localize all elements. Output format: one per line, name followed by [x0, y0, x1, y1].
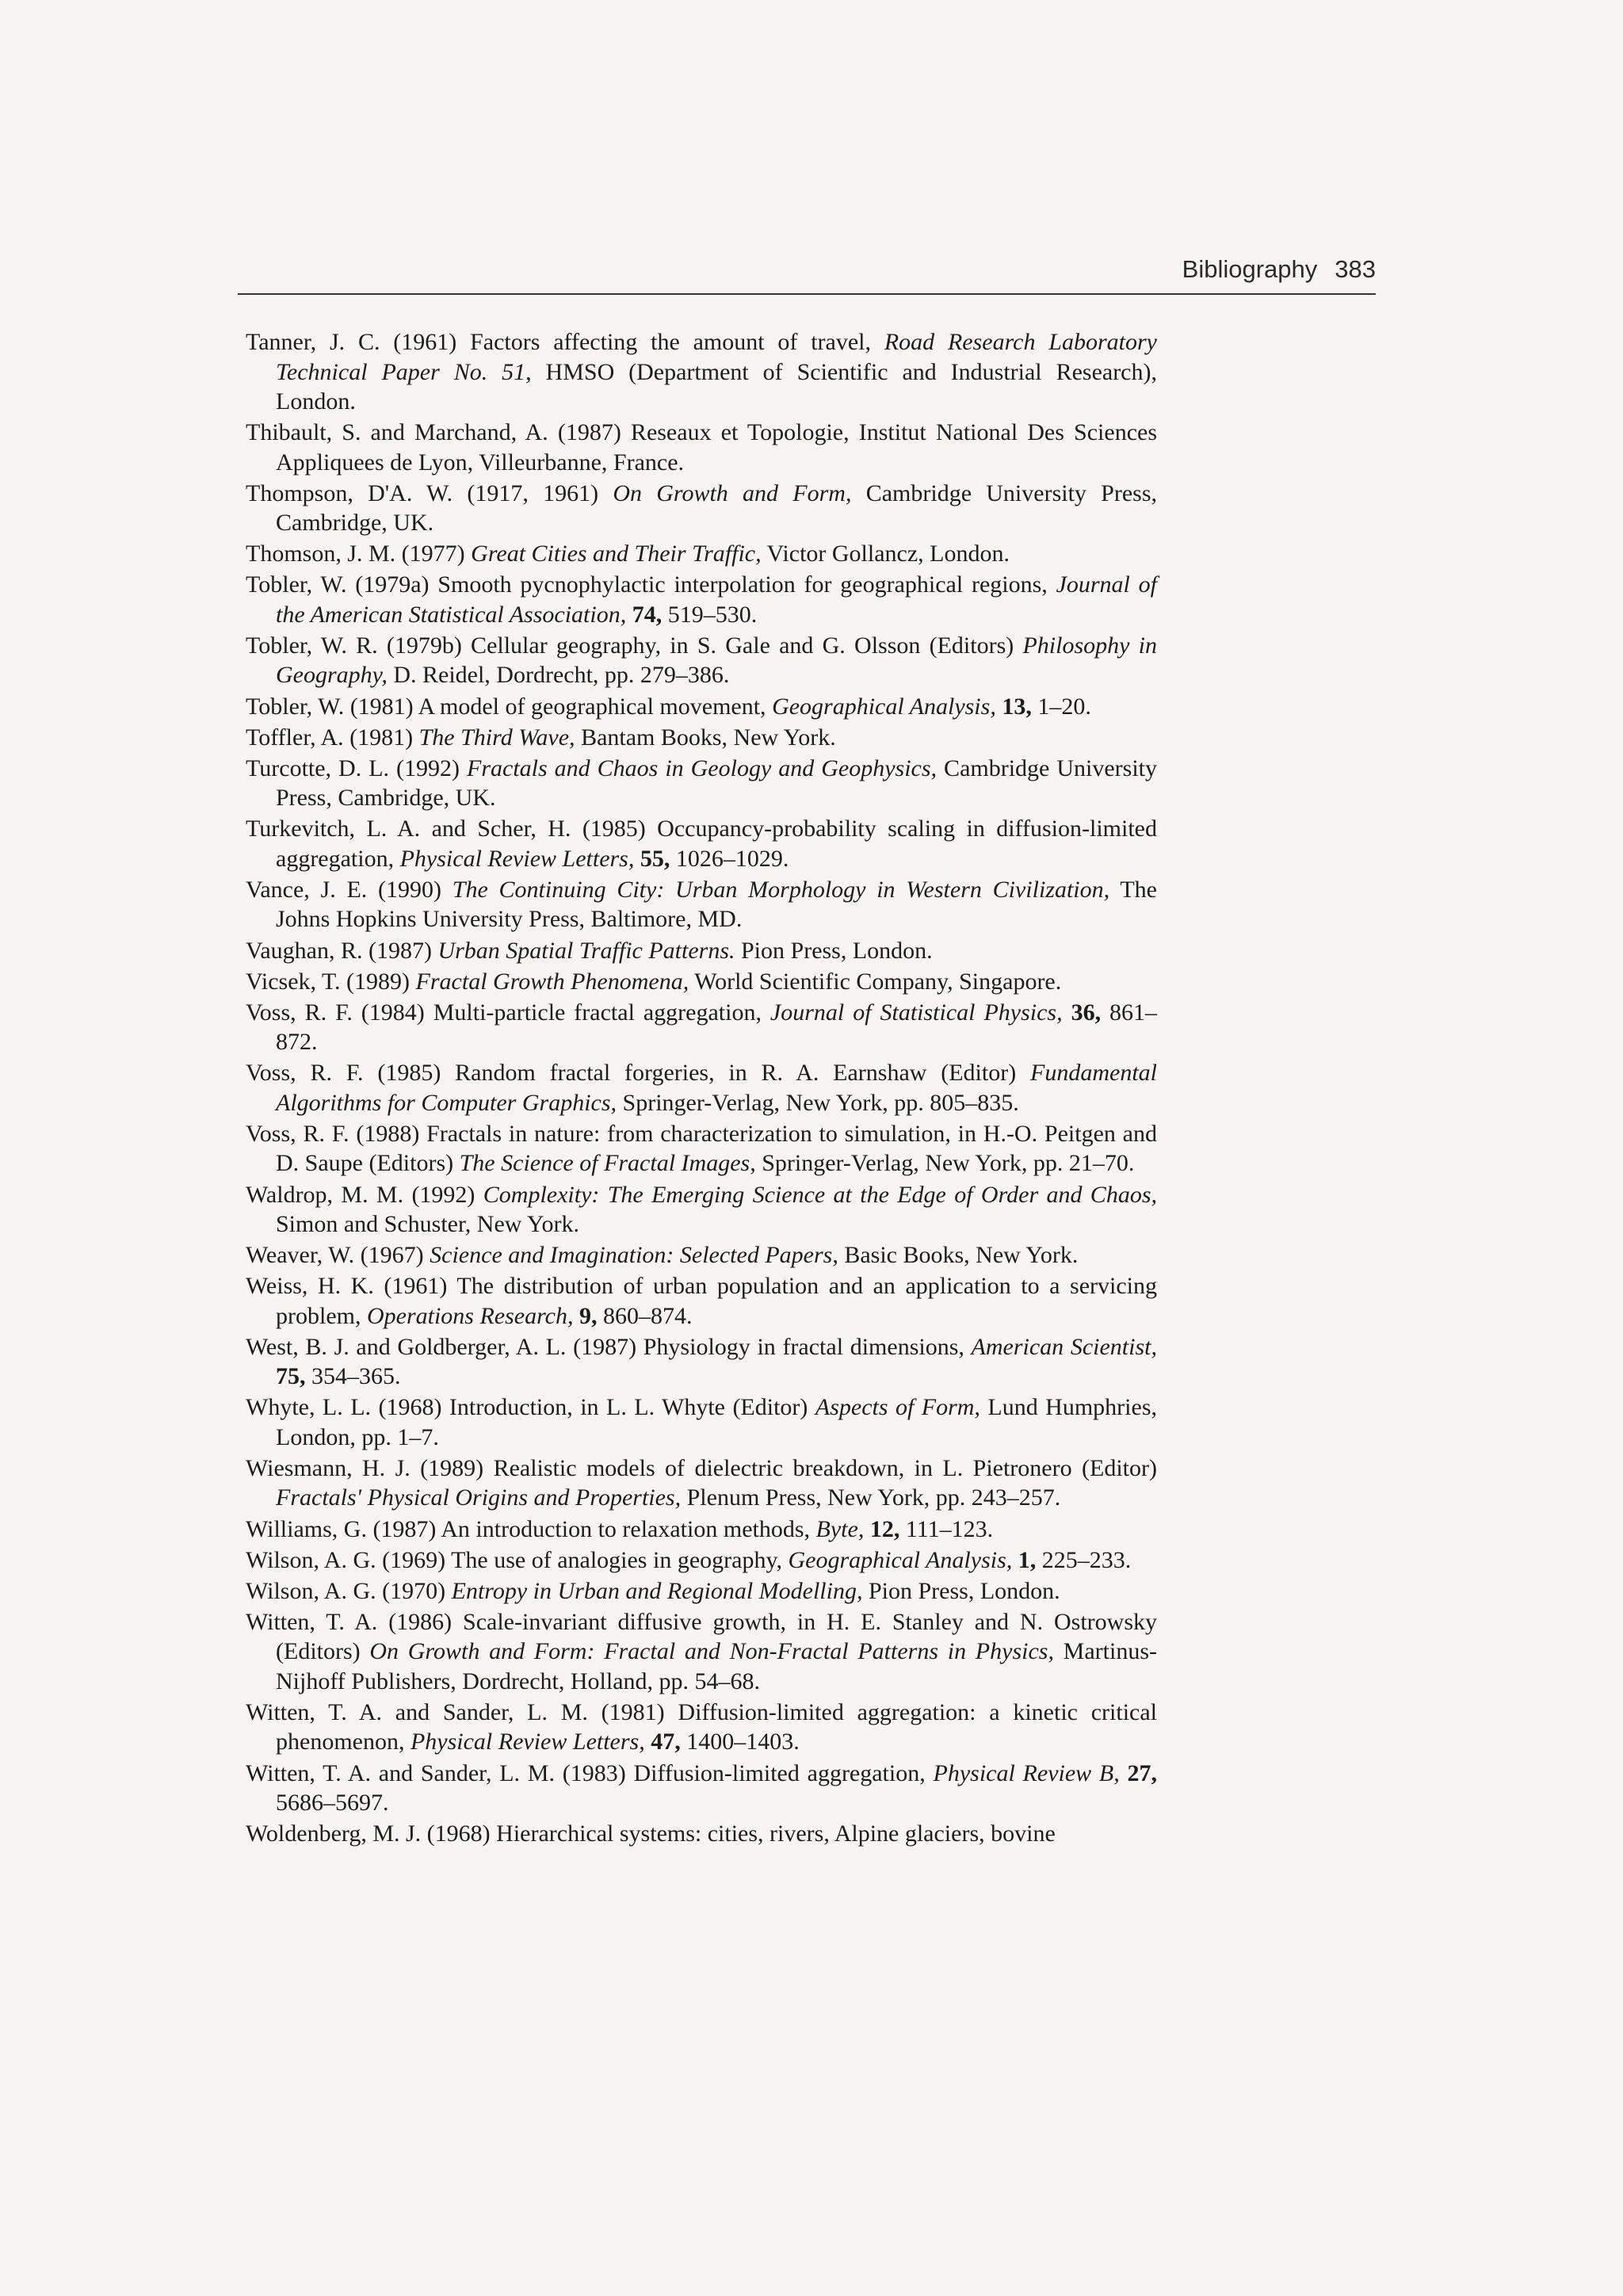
reference-text: Pion Press, London. — [735, 937, 933, 964]
reference-text: 1400–1403. — [680, 1729, 800, 1755]
reference-entry — [246, 1119, 1157, 1179]
reference-text: Toffler, A. (1981) — [246, 724, 419, 751]
reference-text: Pion Press, London. — [862, 1577, 1060, 1604]
reference-volume: 13, — [1002, 693, 1032, 720]
reference-title: Journal of the American Statistical Association, — [276, 571, 1157, 628]
reference-text: 860–874. — [597, 1302, 693, 1329]
reference-title: Physical Review B, — [933, 1759, 1120, 1786]
reference-entry — [246, 936, 1157, 966]
reference-text: D. Reidel, Dordrecht, pp. 279–386. — [387, 662, 730, 689]
reference-text: Wiesmann, H. J. (1989) Realistic models of dielectric breakdown, in L. Pietronero (Editor) — [246, 1454, 1157, 1481]
reference-text: Tobler, W. R. (1979b) Cellular geography, in S. Gale and G. Olsson (Editors) — [246, 632, 1023, 659]
reference-text: 1026–1029. — [670, 845, 789, 872]
reference-text: Cambridge University Press, Cambridge, UK. — [276, 755, 1157, 812]
reference-volume: 74, — [632, 601, 663, 628]
running-head — [238, 255, 1376, 284]
reference-entry — [246, 1454, 1157, 1513]
reference-title: Fractals and Chaos in Geology and Geophysics, — [467, 755, 938, 781]
reference-title: Great Cities and Their Traffic, — [471, 541, 762, 567]
reference-entry — [246, 723, 1157, 753]
reference-entry — [246, 1819, 1157, 1849]
reference-volume: 12, — [869, 1515, 900, 1542]
reference-title: Urban Spatial Traffic Patterns. — [437, 937, 735, 964]
reference-entry — [246, 1240, 1157, 1270]
reference-title: On Growth and Form, — [613, 479, 852, 506]
reference-text — [634, 846, 640, 872]
reference-text: 5686–5697. — [276, 1790, 389, 1817]
reference-title: Physical Review Letters, — [410, 1729, 645, 1755]
reference-title: Philosophy in Geography, — [276, 632, 1157, 689]
reference-title: Entropy in Urban and Regional Modelling, — [451, 1577, 863, 1604]
reference-entry — [246, 875, 1157, 934]
reference-volume: 9, — [579, 1302, 598, 1329]
reference-text: HMSO (Department of Scientific and Industrial Research), London. — [276, 358, 1157, 415]
reference-entry — [246, 1759, 1157, 1818]
reference-text: Lund Humphries, London, pp. 1–7. — [276, 1394, 1157, 1450]
reference-entry — [246, 967, 1157, 997]
reference-text: Springer-Verlag, New York, pp. 805–835. — [617, 1089, 1019, 1116]
reference-entry — [246, 1332, 1157, 1392]
reference-volume: 1, — [1018, 1546, 1037, 1573]
reference-text: Williams, G. (1987) An introduction to relaxation methods, — [246, 1515, 816, 1542]
reference-list — [246, 327, 1157, 1850]
reference-text: 1–20. — [1031, 693, 1091, 720]
reference-title: Geographical Analysis, — [788, 1546, 1013, 1573]
reference-volume: 75, — [276, 1363, 306, 1390]
reference-text: Cambridge University Press, Cambridge, UK. — [276, 479, 1158, 537]
reference-entry — [246, 1058, 1157, 1117]
reference-text: Vaughan, R. (1987) — [246, 937, 438, 964]
reference-text — [626, 602, 632, 628]
reference-text — [574, 1303, 580, 1329]
reference-volume: 36, — [1071, 999, 1102, 1026]
reference-text: Wilson, A. G. (1969) The use of analogies in geography, — [246, 1546, 789, 1573]
reference-title: Geographical Analysis, — [772, 693, 996, 720]
reference-text: Tanner, J. C. (1961) Factors affecting the amount of travel, — [246, 329, 884, 355]
reference-text: Thibault, S. and Marchand, A. (1987) Reseaux et Topologie, Institut National Des Sciences Appliquees de Lyon, Villeurbanne, France. — [246, 419, 1157, 476]
reference-text: Thomson, J. M. (1977) — [246, 541, 472, 567]
reference-text: West, B. J. and Goldberger, A. L. (1987) Physiology in fractal dimensions, — [246, 1333, 972, 1360]
reference-text: Thompson, D'A. W. (1917, 1961) — [246, 479, 613, 506]
reference-entry — [246, 539, 1157, 569]
reference-text — [1063, 999, 1071, 1026]
reference-text: Woldenberg, M. J. (1968) Hierarchical systems: cities, rivers, Alpine glaciers, bovine — [246, 1820, 1056, 1847]
reference-text: Whyte, L. L. (1968) Introduction, in L. L. Whyte (Editor) — [246, 1394, 815, 1421]
reference-title: The Continuing City: Urban Morphology in Western Civilization, — [452, 876, 1110, 903]
reference-title: On Growth and Form: Fractal and Non-Fractal Patterns in Physics, — [369, 1638, 1054, 1665]
reference-text: Tobler, W. (1979a) Smooth pycnophylactic interpolation for geographical regions, — [246, 571, 1056, 598]
reference-text: Springer-Verlag, New York, pp. 21–70. — [755, 1150, 1135, 1177]
reference-title: Science and Imagination: Selected Papers, — [430, 1242, 838, 1269]
reference-title: The Science of Fractal Images, — [459, 1150, 756, 1177]
reference-text — [864, 1516, 870, 1542]
reference-entry — [246, 1698, 1157, 1757]
reference-text: The Johns Hopkins University Press, Baltimore, MD. — [276, 876, 1157, 933]
reference-title: Operations Research, — [366, 1302, 574, 1329]
reference-text: Voss, R. F. (1985) Random fractal forgeries, in R. A. Earnshaw (Editor) — [246, 1060, 1031, 1087]
reference-title: The Third Wave, — [418, 724, 575, 751]
reference-title: Journal of Statistical Physics, — [769, 999, 1063, 1026]
reference-text: Victor Gollancz, London. — [761, 541, 1010, 567]
reference-entry — [246, 998, 1157, 1057]
reference-entry — [246, 1271, 1157, 1331]
reference-text: Bantam Books, New York. — [575, 724, 836, 751]
reference-entry — [246, 692, 1157, 722]
reference-entry — [246, 631, 1157, 690]
reference-title: Aspects of Form, — [815, 1394, 980, 1421]
reference-text: Voss, R. F. (1988) Fractals in nature: from characterization to simulation, in H.-O. Peitgen and D. Saupe (Editors) — [246, 1120, 1157, 1177]
page-number: 383 — [1335, 255, 1376, 283]
reference-text: World Scientific Company, Singapore. — [689, 968, 1062, 995]
reference-entry — [246, 479, 1157, 538]
reference-entry — [246, 754, 1157, 813]
reference-text: Witten, T. A. and Sander, L. M. (1981) Diffusion-limited aggregation: a kinetic critical phenomenon, — [246, 1698, 1157, 1755]
reference-title: Byte, — [815, 1515, 865, 1542]
reference-text: Vicsek, T. (1989) — [246, 968, 416, 995]
reference-text: Waldrop, M. M. (1992) — [246, 1181, 483, 1208]
reference-text: Vance, J. E. (1990) — [246, 876, 453, 903]
reference-entry — [246, 1392, 1157, 1452]
reference-text: Tobler, W. (1981) A model of geographical movement, — [246, 693, 773, 720]
reference-entry — [246, 1180, 1157, 1240]
reference-entry — [246, 814, 1157, 873]
reference-entry — [246, 418, 1157, 477]
reference-title: Fractals' Physical Origins and Properties, — [276, 1484, 682, 1511]
header-rule — [238, 293, 1376, 295]
reference-text: Plenum Press, New York, pp. 243–257. — [681, 1484, 1061, 1511]
reference-entry — [246, 570, 1157, 629]
section-title: Bibliography — [1182, 255, 1318, 283]
reference-entry — [246, 1515, 1157, 1545]
reference-text: 861–872. — [276, 999, 1158, 1056]
reference-volume: 55, — [640, 845, 670, 872]
reference-text: 354–365. — [305, 1363, 401, 1390]
reference-text: 111–123. — [899, 1515, 994, 1542]
reference-text — [1012, 1547, 1018, 1573]
reference-text: 225–233. — [1036, 1546, 1132, 1573]
reference-entry — [246, 1576, 1157, 1606]
reference-text: Basic Books, New York. — [838, 1242, 1079, 1269]
reference-title: American Scientist, — [971, 1333, 1157, 1360]
reference-text: Voss, R. F. (1984) Multi-particle fractal aggregation, — [246, 999, 770, 1026]
reference-text: 519–530. — [662, 601, 758, 628]
reference-volume: 27, — [1127, 1759, 1158, 1786]
reference-text: Simon and Schuster, New York. — [276, 1211, 579, 1237]
reference-text: Weaver, W. (1967) — [246, 1242, 430, 1269]
reference-entry — [246, 1607, 1157, 1697]
reference-title: Physical Review Letters, — [399, 845, 635, 872]
reference-title: Fundamental Algorithms for Computer Graphics, — [276, 1060, 1157, 1116]
reference-text: Weiss, H. K. (1961) The distribution of urban population and an application to a servicing problem, — [246, 1273, 1157, 1329]
reference-entry — [246, 327, 1157, 417]
reference-text: Turcotte, D. L. (1992) — [246, 755, 467, 781]
reference-text: Martinus-Nijhoff Publishers, Dordrecht, Holland, pp. 54–68. — [276, 1638, 1157, 1694]
reference-title: Fractal Growth Phenomena, — [415, 968, 689, 995]
reference-title: Complexity: The Emerging Science at the Edge of Order and Chaos, — [483, 1181, 1157, 1208]
reference-title: Road Research Laboratory Technical Paper No. 51, — [276, 329, 1157, 385]
reference-text — [1120, 1760, 1128, 1786]
reference-text: Witten, T. A. and Sander, L. M. (1983) Diffusion-limited aggregation, — [246, 1759, 934, 1786]
reference-text: Turkevitch, L. A. and Scher, H. (1985) Occupancy-probability scaling in diffusion-limited aggregation, — [246, 816, 1157, 872]
reference-volume: 47, — [651, 1729, 681, 1755]
reference-text: Wilson, A. G. (1970) — [246, 1577, 452, 1604]
reference-text: Witten, T. A. (1986) Scale-invariant diffusive growth, in H. E. Stanley and N. Ostrowsky (Editors) — [246, 1608, 1157, 1665]
reference-entry — [246, 1545, 1157, 1576]
